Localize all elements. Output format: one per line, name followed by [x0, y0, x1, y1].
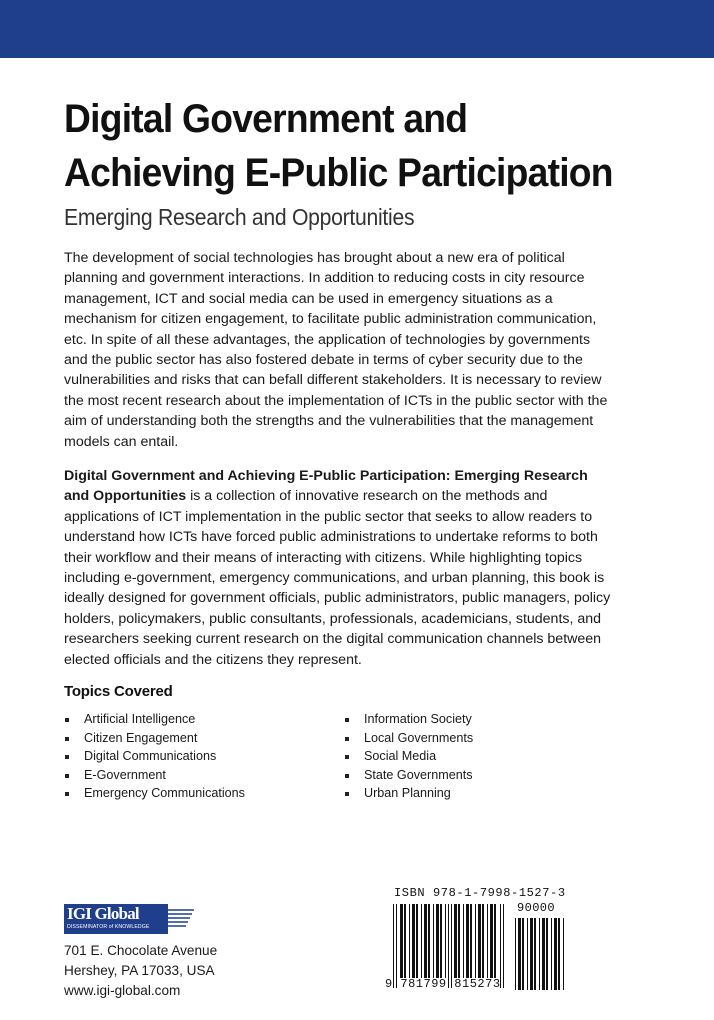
barcode-bar [421, 904, 422, 978]
barcode-bar [404, 904, 406, 978]
barcode-guard-bar [500, 904, 501, 988]
topic-item: Artificial Intelligence [64, 710, 245, 729]
book-title-bold: Digital Government and Achieving E-Public Participation: Emerging Research and Opportunities [64, 468, 588, 505]
book-title [64, 92, 641, 200]
topic-item: Information Society [344, 710, 473, 729]
barcode-bar [539, 918, 540, 990]
barcode-addon-code: 90000 [517, 901, 556, 915]
book-subtitle: Emerging Research and Opportunities [64, 204, 415, 230]
barcode-bar [546, 918, 548, 990]
barcode-guard-bar [396, 904, 397, 988]
topic-item: E-Government [64, 766, 245, 785]
barcode-guard-bar [393, 904, 394, 988]
barcode-bar [487, 904, 488, 978]
title-line-2: Achieving E-Public Participation [64, 151, 613, 195]
barcode-bar [554, 918, 557, 990]
barcode-bar [551, 918, 552, 990]
topic-item: Emergency Communications [64, 784, 245, 803]
top-color-band [0, 0, 714, 58]
barcode-bar [530, 918, 533, 990]
barcode-bar [412, 904, 415, 978]
barcode-bar [527, 918, 528, 990]
topics-heading: Topics Covered [64, 683, 173, 700]
address-line-1: 701 E. Chocolate Avenue [64, 943, 218, 958]
barcode-bar [463, 904, 464, 978]
barcode-bar [522, 918, 524, 990]
logo-box [64, 904, 168, 934]
topic-item: Social Media [344, 747, 473, 766]
barcode-bar [445, 904, 446, 978]
logo-tagline: DISSEMINATOR of KNOWLEDGE [67, 924, 150, 930]
topics-list-right [344, 710, 473, 803]
barcode-bar [490, 904, 493, 978]
barcode-guard-bar [503, 904, 504, 988]
barcode-bar [440, 904, 442, 978]
description-text: is a collection of innovative research on the methods and applications of ICT implementation in the public sector that seeks to allow readers to understand how ICTs have forced public administrations to undertake reforms to both their workflow and their means of interacting with citizens. While highlighting topics including e-government, emergency communications, and urban planning, this book is ideally designed for government officials, public administrators, public managers, policy holders, policymakers, public consultants, professionals, academicians, students, and researchers seeking current research on the digital communication channels between elected officials and the citizens they represent. [64, 488, 611, 668]
barcode-bar [558, 918, 560, 990]
publisher-address [64, 941, 217, 1001]
barcode-bar [470, 904, 472, 978]
barcode-bar [542, 918, 545, 990]
topic-item: Urban Planning [344, 784, 473, 803]
logo-lines-icon [168, 907, 196, 931]
barcode-bar [475, 904, 476, 978]
isbn-label: ISBN 978-1-7998-1527-3 [394, 886, 566, 900]
barcode-bar [478, 904, 481, 978]
barcode-bar [534, 918, 536, 990]
barcode-bar [518, 918, 521, 990]
isbn-barcode [379, 886, 575, 992]
barcode-bar [515, 918, 516, 990]
topic-item: State Governments [344, 766, 473, 785]
barcode-bar [482, 904, 484, 978]
topic-item: Digital Communications [64, 747, 245, 766]
logo-wordmark: IGI Global [67, 904, 139, 923]
barcode-bar [424, 904, 427, 978]
address-line-2: Hershey, PA 17033, USA [64, 963, 215, 978]
barcode-bar [409, 904, 410, 978]
barcode-bar [466, 904, 469, 978]
barcode-bar [436, 904, 439, 978]
publisher-website: www.igi-global.com [64, 983, 181, 998]
barcode-guard-bar [451, 904, 452, 988]
barcode-bar [454, 904, 457, 978]
barcode-bar [400, 904, 403, 978]
topics-list-left [64, 710, 245, 803]
barcode-bar [428, 904, 430, 978]
publisher-logo [64, 904, 194, 936]
barcode-guard-bar [448, 904, 449, 988]
barcode-bar [563, 918, 564, 990]
description-paragraph-2 [64, 466, 612, 670]
barcode-digits: 9 781799 815273 [385, 977, 501, 991]
title-line-1: Digital Government and [64, 97, 468, 141]
description-paragraph-1: The development of social technologies has brought about a new era of political planning and government interactions. In addition to reducing costs in city resource management, ICT and social media can be used in emergency situations as a mechanism for citizen engagement, to facilitate public administration communication, etc. In spite of all these advantages, the application of technologies by governments and the public sector has also fostered debate in terms of cyber security due to the vulnerabilities and risks that can befall different stakeholders. It is necessary to review the most recent research about the implementation of ICTs in the public sector with the aim of understanding both the strengths and the vulnerabilities that the management models can entail. [64, 250, 608, 450]
barcode-bar [416, 904, 418, 978]
topic-item: Citizen Engagement [64, 729, 245, 748]
topic-item: Local Governments [344, 729, 473, 748]
barcode-bar [494, 904, 496, 978]
barcode-bar [458, 904, 460, 978]
barcode-bar [433, 904, 434, 978]
